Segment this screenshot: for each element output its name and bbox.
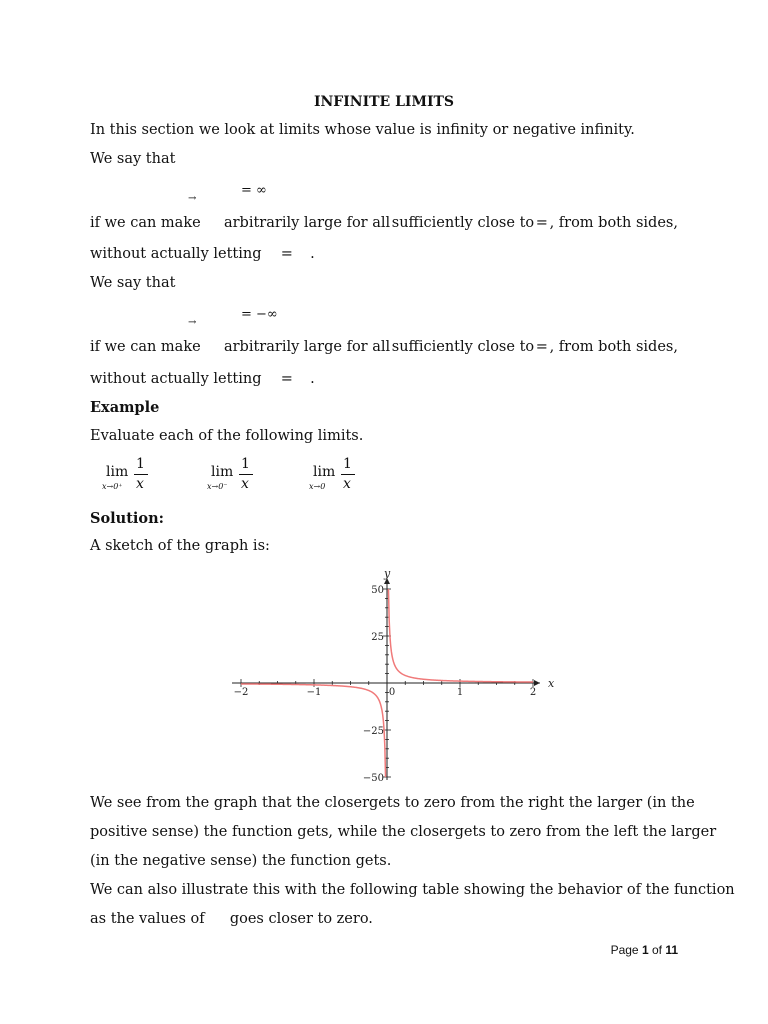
sketch-text: A sketch of the graph is: — [90, 538, 270, 554]
def2-equals-neg-infinity: = −∞ — [241, 307, 278, 322]
lim-sub: x→0⁻ — [207, 482, 228, 491]
x-axis-arrow — [534, 680, 540, 686]
lim-numerator: 1 — [136, 456, 145, 472]
lim-denominator: x — [343, 476, 351, 492]
curve-right-branch — [388, 589, 533, 682]
def2-cond-4: , from both sides, — [549, 339, 678, 355]
def2-dot: . — [310, 371, 315, 387]
def1-equals-infinity: = ∞ — [241, 183, 267, 198]
para1-line2-b: gets to zero from the left the larger — [454, 824, 717, 840]
def2-arrow: → — [188, 317, 197, 328]
lim-denominator: x — [136, 476, 144, 492]
para1-line2-a: positive sense) the function gets, while the closer — [90, 824, 455, 840]
example-text: Evaluate each of the following limits. — [90, 428, 364, 444]
para2-line2 — [90, 911, 373, 927]
lim-denominator: x — [241, 476, 249, 492]
def1-arrow: → — [188, 193, 197, 204]
def2-we-say: We say that — [90, 275, 176, 291]
x-tick-label: −1 — [306, 687, 322, 698]
def2-without-eq: = — [280, 371, 293, 387]
y-tick-label: 25 — [371, 632, 384, 643]
def1-cond-3: = — [535, 215, 548, 231]
lim-word: lim — [313, 464, 336, 480]
def1-cond-2: sufficiently close to — [391, 215, 535, 231]
def1-cond-4: , from both sides, — [549, 215, 678, 231]
para1-line1-a: We see from the graph that the closer — [90, 795, 369, 811]
def2-cond-3: = — [535, 339, 548, 355]
x-tick-label: 1 — [456, 687, 464, 698]
def1-cond-0: if we can make — [90, 215, 201, 231]
para2-line2-b: goes closer to zero. — [229, 911, 373, 927]
footer-of: of — [648, 943, 666, 957]
x-tick-label: 0 — [388, 687, 396, 698]
footer-total-pages: 11 — [665, 943, 678, 957]
lim-sub: x→0⁺ — [102, 482, 123, 491]
lim-sub: x→0 — [309, 482, 326, 491]
def1-dot: . — [310, 246, 315, 262]
footer-current-page: 1 — [641, 943, 649, 957]
def1-without-eq: = — [280, 246, 293, 262]
y-tick-label: −50 — [362, 773, 384, 784]
y-tick-label: −25 — [362, 726, 384, 737]
solution-heading: Solution: — [90, 510, 164, 527]
lim-numerator: 1 — [343, 456, 352, 472]
para2-line2-a: as the values of — [90, 911, 205, 927]
footer-prefix: Page — [610, 943, 642, 957]
lim-numerator: 1 — [241, 456, 250, 472]
def1-without: without actually letting — [90, 246, 262, 262]
def2-cond-2: sufficiently close to — [391, 339, 535, 355]
page-footer — [611, 943, 678, 957]
y-tick-label: 50 — [371, 585, 384, 596]
y-axis-label: y — [384, 567, 391, 580]
para1-line3: (in the negative sense) the function gets. — [90, 853, 392, 869]
page-title: INFINITE LIMITS — [313, 94, 455, 110]
para1-line1 — [90, 795, 695, 811]
def2-cond-1: arbitrarily large for all — [223, 339, 391, 355]
x-axis-label: x — [548, 677, 555, 690]
para1-line2 — [90, 824, 717, 840]
intro-text: In this section we look at limits whose value is infinity or negative infinity. — [90, 122, 635, 138]
x-tick-label: 2 — [529, 687, 537, 698]
example-heading: Example — [90, 399, 160, 416]
def2-cond-0: if we can make — [90, 339, 201, 355]
lim-word: lim — [211, 464, 234, 480]
def2-without: without actually letting — [90, 371, 262, 387]
lim-word: lim — [106, 464, 129, 480]
def1-we-say: We say that — [90, 151, 176, 167]
x-tick-label: −2 — [233, 687, 249, 698]
def1-cond-1: arbitrarily large for all — [223, 215, 391, 231]
para2-line1: We can also illustrate this with the following table showing the behavior of the function — [90, 882, 735, 898]
para1-line1-b: gets to zero from the right the larger (in the — [369, 795, 695, 811]
